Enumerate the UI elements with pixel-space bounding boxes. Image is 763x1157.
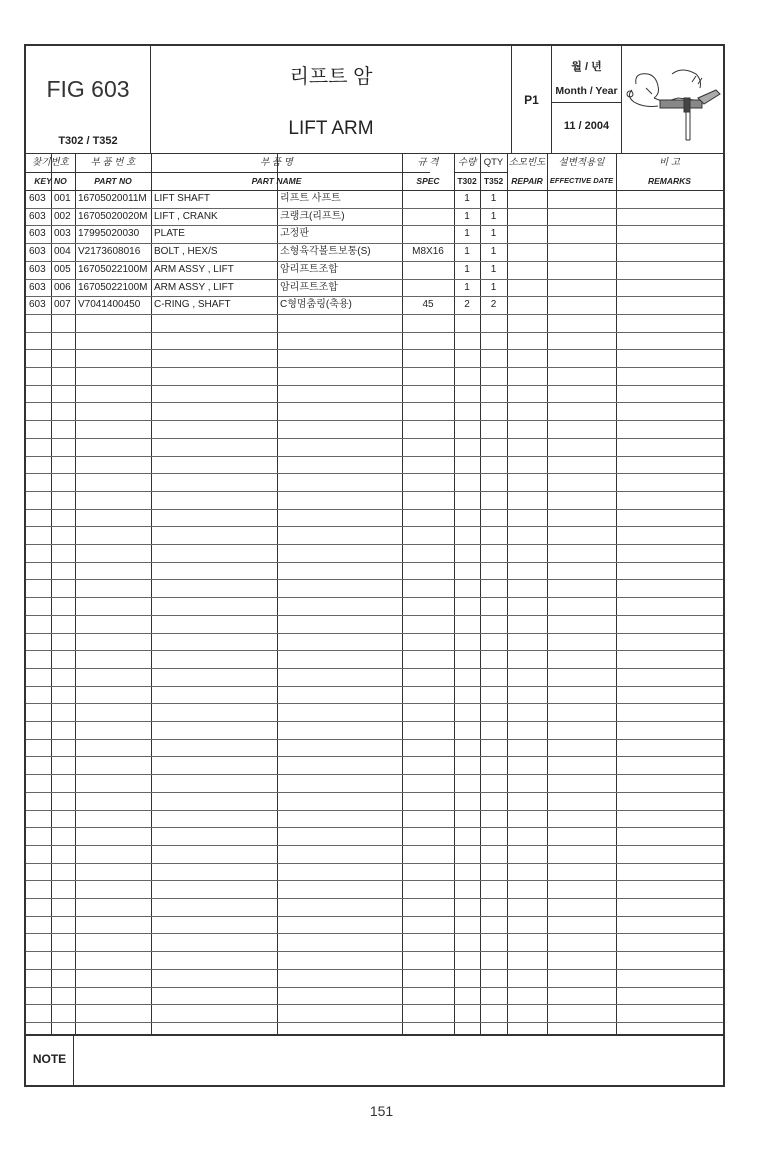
sheet-header: [26, 46, 723, 154]
row-line: [26, 792, 723, 793]
row-line: [26, 703, 723, 704]
cell-part-no: 16705020020M: [78, 210, 148, 222]
header-effective-en: EFFECTIVE DATE: [549, 176, 614, 185]
row-line: [26, 491, 723, 492]
header-spec-ko: 규 격: [417, 157, 439, 168]
cell-spec: [402, 261, 454, 279]
row-line: [26, 402, 723, 403]
header-repair-ko: 소모빈도: [508, 157, 546, 168]
date-value: 11 / 2004: [563, 120, 610, 132]
row-line: [26, 650, 723, 651]
page-number: 151: [369, 1103, 394, 1119]
date-divider: [552, 102, 621, 103]
header-key-en: KEY NO: [34, 176, 67, 186]
title-box: [151, 46, 512, 154]
row-line: [26, 349, 723, 350]
cell-part-name-en: LIFT , CRANK: [154, 210, 218, 222]
row-line: [26, 845, 723, 846]
cell-qty-t302: 1: [464, 281, 470, 293]
cell-fig: 603: [29, 193, 46, 204]
row-line: [26, 686, 723, 687]
cell-qty-t302: 1: [464, 246, 470, 258]
cell-part-name-ko: 암리프트조합: [280, 281, 338, 293]
header-qty-en: QTY: [483, 157, 504, 168]
row-line: [26, 615, 723, 616]
cell-qty-t302: 1: [464, 210, 470, 222]
cell-qty-t352: 1: [490, 246, 497, 258]
row-line: [26, 633, 723, 634]
cell-key-no: 001: [54, 193, 71, 204]
cell-spec: [402, 190, 454, 208]
row-line: [26, 756, 723, 757]
parts-table: [26, 154, 723, 1034]
cell-spec: [402, 225, 454, 243]
header-partno-ko: 부 품 번 호: [90, 157, 136, 168]
cell-fig: 603: [29, 228, 46, 240]
cell-fig: 603: [29, 263, 46, 275]
row-line: [26, 810, 723, 811]
parts-sheet: [24, 44, 725, 1087]
row-line: [26, 739, 723, 740]
cell-part-no: 17995020030: [78, 228, 140, 240]
cell-qty-t302: 1: [464, 193, 470, 204]
row-line: [26, 367, 723, 368]
row-line: [26, 473, 723, 474]
row-line: [26, 597, 723, 598]
cell-fig: 603: [29, 246, 46, 258]
row-line: [26, 721, 723, 722]
cell-part-name-en: ARM ASSY , LIFT: [154, 281, 234, 293]
row-line: [26, 863, 723, 864]
header-effective-ko: 설변적용일: [558, 157, 605, 168]
cell-qty-t352: 1: [490, 228, 497, 240]
col-divider: [507, 154, 508, 1034]
cell-part-name-en: LIFT SHAFT: [154, 193, 210, 204]
header-partname-en: PART NAME: [251, 176, 302, 186]
cell-fig: 603: [29, 210, 46, 222]
row-line: [26, 509, 723, 510]
cell-spec: [402, 208, 454, 226]
header-qty-t302: T302: [457, 176, 477, 186]
cell-key-no: 007: [54, 299, 71, 311]
date-label-english: Month / Year: [555, 85, 618, 97]
row-line: [26, 898, 723, 899]
cell-part-name-ko: 암리프트조합: [280, 263, 338, 275]
row-line: [26, 579, 723, 580]
cell-spec: 45: [422, 299, 434, 311]
header-qty-t352: T352: [483, 176, 504, 186]
header-divider: [454, 172, 507, 173]
cell-qty-t352: 1: [490, 210, 497, 222]
row-line: [26, 987, 723, 988]
cell-part-name-ko: 소형육각볼트보통(S): [280, 246, 371, 258]
figure-title: FIG 603: [46, 76, 130, 102]
row-line: [26, 314, 723, 315]
header-remarks-en: REMARKS: [648, 176, 691, 186]
col-divider: [547, 154, 548, 1034]
cell-qty-t302: 2: [464, 299, 470, 311]
cell-qty-t352: 2: [490, 299, 497, 311]
row-line: [26, 774, 723, 775]
cell-spec: M8X16: [412, 246, 444, 258]
note-label: NOTE: [26, 1036, 74, 1087]
date-box: [552, 46, 622, 154]
cell-qty-t352: 1: [490, 263, 497, 275]
row-line: [26, 668, 723, 669]
header-repair-en: REPAIR: [511, 176, 543, 186]
cell-qty-t302: 1: [464, 228, 470, 240]
row-line: [26, 1022, 723, 1023]
cell-qty-t302: 1: [464, 263, 470, 275]
row-line: [26, 969, 723, 970]
cell-part-no: 16705020011M: [78, 193, 147, 204]
cell-part-no: V7041400450: [78, 299, 141, 311]
part-illustration: [622, 46, 723, 154]
row-line: [26, 827, 723, 828]
cell-fig: 603: [29, 281, 46, 293]
col-divider: [616, 154, 617, 1034]
row-line: [26, 438, 723, 439]
row-line: [26, 916, 723, 917]
cell-key-no: 004: [54, 246, 71, 258]
cell-part-no: 16705022100M: [78, 281, 148, 293]
cell-part-name-en: PLATE: [154, 228, 185, 240]
row-line: [26, 456, 723, 457]
date-label-korean: 월 / 년: [571, 61, 602, 73]
cell-qty-t352: 1: [490, 281, 497, 293]
cell-part-name-ko: C형멈춤링(축용): [280, 299, 352, 311]
cell-key-no: 003: [54, 228, 71, 240]
row-line: [26, 880, 723, 881]
header-remarks-ko: 비 고: [659, 157, 680, 168]
cell-key-no: 006: [54, 281, 71, 293]
cell-fig: 603: [29, 299, 46, 311]
row-line: [26, 385, 723, 386]
header-partname-ko: 부 품 명: [260, 157, 293, 168]
cell-key-no: 002: [54, 210, 71, 222]
row-line: [26, 562, 723, 563]
title-korean: 리프트 암: [289, 66, 373, 88]
cell-part-name-ko: 크랭크(리프트): [280, 210, 345, 222]
model-list: T302 / T352: [58, 135, 118, 147]
cell-key-no: 005: [54, 263, 71, 275]
cell-part-name-en: BOLT , HEX/S: [154, 246, 218, 258]
row-line: [26, 544, 723, 545]
row-line: [26, 951, 723, 952]
lift-arm-illustration-icon: [624, 54, 722, 146]
cell-spec: [402, 279, 454, 297]
cell-part-name-en: C-RING , SHAFT: [154, 299, 231, 311]
title-english: LIFT ARM: [288, 118, 374, 139]
row-line: [26, 420, 723, 421]
header-qty-ko: 수량: [457, 157, 477, 168]
cell-part-name-en: ARM ASSY , LIFT: [154, 263, 234, 275]
cell-qty-t352: 1: [490, 193, 497, 204]
row-line: [26, 332, 723, 333]
row-line: [26, 933, 723, 934]
note-area: [26, 1034, 723, 1085]
row-line: [26, 526, 723, 527]
row-line: [26, 1004, 723, 1005]
header-key-ko: 찾기번호: [32, 157, 69, 168]
header-divider: [26, 172, 430, 173]
cell-part-name-ko: 리프트 사프트: [280, 193, 341, 204]
cell-part-no: V2173608016: [78, 246, 141, 258]
cell-part-no: 16705022100M: [78, 263, 148, 275]
header-spec-en: SPEC: [416, 176, 440, 186]
figure-box: [26, 46, 151, 154]
page-label: P1: [524, 93, 539, 107]
page-box: [512, 46, 552, 154]
cell-part-name-ko: 고정판: [280, 228, 309, 240]
header-partno-en: PART NO: [94, 176, 132, 186]
